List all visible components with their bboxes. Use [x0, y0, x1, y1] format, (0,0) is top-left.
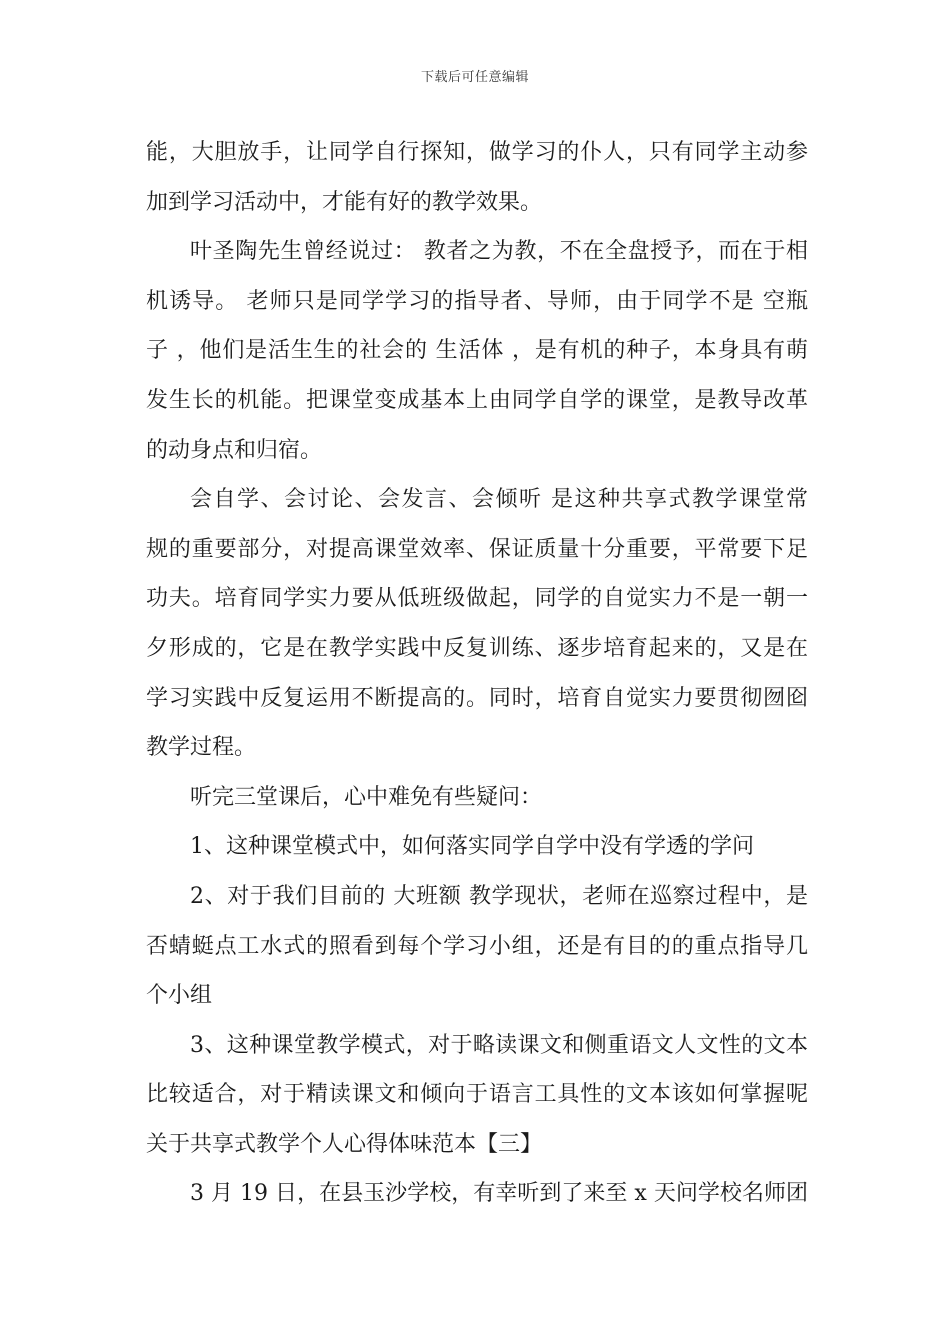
text-line: 1、这种课堂模式中，如何落实同学自学中没有学透的学问: [190, 834, 754, 860]
text-line: 子 ，他们是活生生的社会的 生活体 ，是有机的种子，本身具有萌: [146, 338, 808, 364]
text-line: 教学过程。: [146, 735, 257, 761]
text-line: 比较适合，对于精读课文和倾向于语言工具性的文本该如何掌握呢: [146, 1082, 808, 1108]
text-line: 加到学习活动中，才能有好的教学效果。: [146, 189, 543, 215]
text-line: 否蜻蜓点工水式的照看到每个学习小组，还是有目的的重点指导几: [146, 933, 808, 959]
text-line: 发生长的机能。把课堂变成基本上由同学自学的课堂，是教导改革: [146, 387, 808, 413]
text-line: 夕形成的，它是在教学实践中反复训练、逐步培育起来的，又是在: [146, 635, 808, 661]
document-body: [146, 128, 808, 1219]
text-line: 会自学、会讨论、会发言、会倾听 是这种共享式教学课堂常: [190, 487, 808, 513]
text-line: 机诱导。 老师只是同学学习的指导者、导师，由于同学不是 空瓶: [146, 288, 808, 314]
text-line: 的动身点和归宿。: [146, 437, 323, 463]
text-line: 叶圣陶先生曾经说过： 教者之为教，不在全盘授予，而在于相: [190, 239, 808, 265]
text-line: 功夫。培育同学实力要从低班级做起，同学的自觉实力不是一朝一: [146, 586, 808, 612]
text-line: 规的重要部分，对提高课堂效率、保证质量十分重要，平常要下足: [146, 536, 808, 562]
page-header: 下载后可任意编辑: [420, 70, 529, 85]
text-line: 个小组: [146, 983, 213, 1009]
text-line: 3 月 19 日，在县玉沙学校，有幸听到了来至 x 天问学校名师团: [190, 1181, 808, 1207]
text-line: 听完三堂课后，心中难免有些疑问：: [190, 784, 543, 810]
text-line: 能，大胆放手，让同学自行探知，做学习的仆人，只有同学主动参: [146, 140, 808, 165]
text-line: 关于共享式教学个人心得体味范本【三】: [146, 1131, 543, 1157]
text-line: 3、这种课堂教学模式，对于略读课文和侧重语文人文性的文本: [190, 1032, 808, 1058]
text-line: 学习实践中反复运用不断提高的。同时，培育自觉实力要贯彻囫囵: [146, 685, 808, 711]
text-line: 2、对于我们目前的 大班额 教学现状，老师在巡察过程中，是: [190, 883, 808, 909]
